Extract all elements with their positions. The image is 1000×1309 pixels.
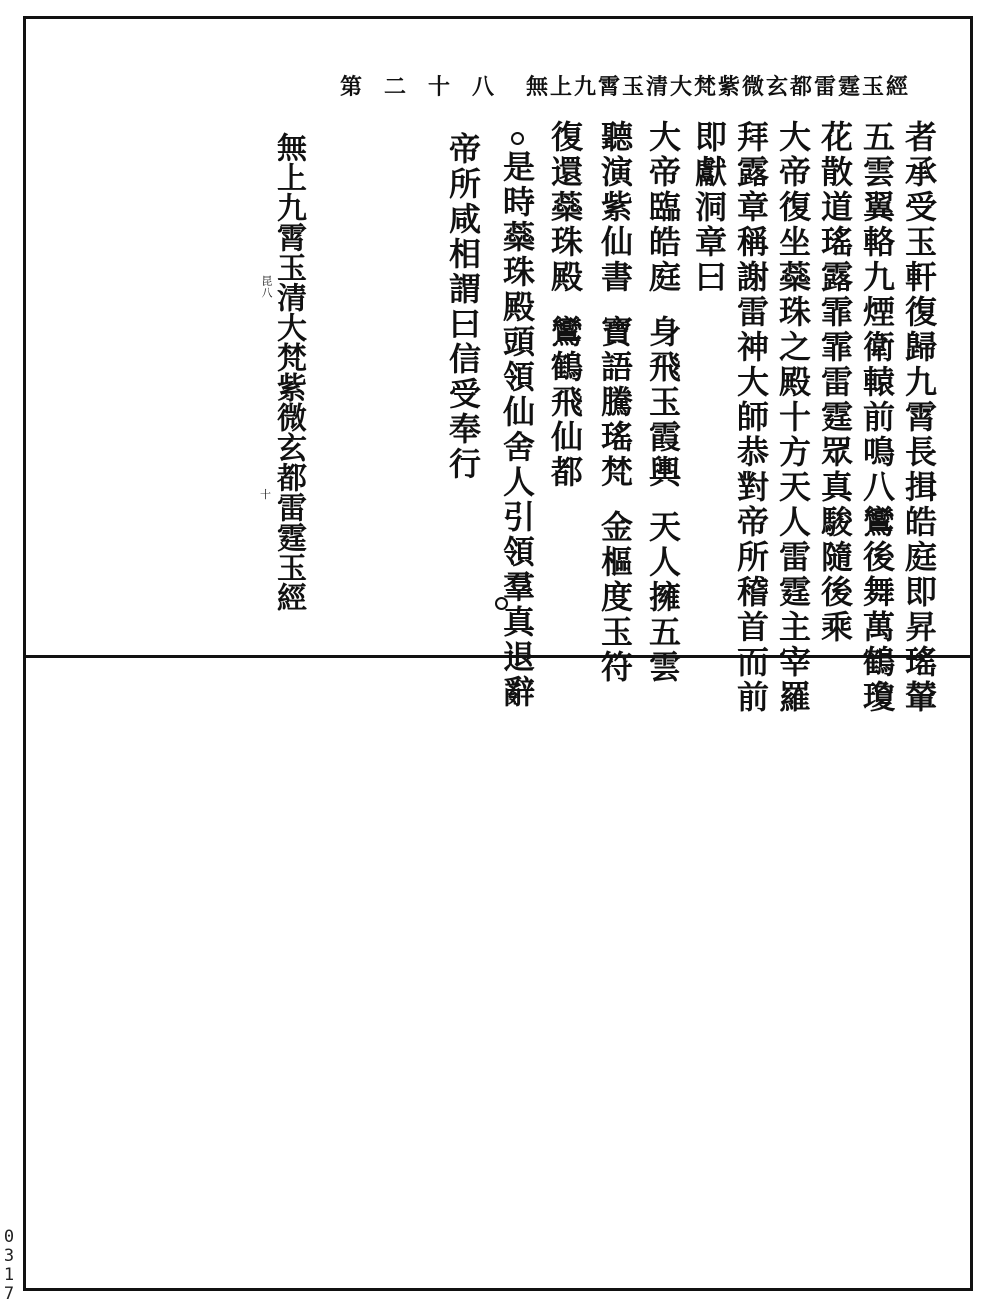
text-column-2: 五雲翼輅九煙衛轅前鳴八鸞後舞萬鶴瓊 <box>858 120 896 715</box>
page-number-digit: 3 <box>3 1246 15 1266</box>
verse-column-7 <box>644 120 682 685</box>
text-column-3: 花散道瑤露霏霏雷霆眾真駿隨後乘 <box>816 120 854 645</box>
volume-mark: 昆八 <box>260 275 273 299</box>
page-number-digit: 0 <box>3 1227 15 1247</box>
punctuation-circle <box>511 132 524 145</box>
verse-line: 大帝臨皓庭 <box>644 120 682 295</box>
closing-title-column: 無上九霄玉清大梵紫微玄都雷霆玉經 <box>271 132 306 612</box>
text-column-10: 是時蘂珠殿頭領仙舍人引領羣真退辭 <box>498 150 536 710</box>
verse-line: 金樞度玉符 <box>596 510 634 685</box>
page-number <box>2 1228 16 1304</box>
volume-sub-mark: 十 <box>260 488 271 501</box>
verse-line: 天人擁五雲 <box>644 510 682 685</box>
verse-line: 復還蘂珠殿 <box>546 120 584 295</box>
header-title: 無上九霄玉清大梵紫微玄都雷霆玉經 <box>525 74 910 100</box>
header-page-label: 第二十八 <box>340 74 517 100</box>
verse-column-8 <box>596 120 634 685</box>
text-column-5: 拜露章稱謝雷神大師恭對帝所稽首而前 <box>732 120 770 715</box>
page-number-digit: 7 <box>3 1284 15 1304</box>
text-column-1: 者承受玉軒復歸九霄長揖皓庭即昇瑤輦 <box>900 120 938 715</box>
punctuation-circle <box>495 597 508 610</box>
text-column-4: 大帝復坐蘂珠之殿十方天人雷霆主宰羅 <box>774 120 812 715</box>
verse-line: 寶語騰瑤梵 <box>596 315 634 490</box>
verse-line: 身飛玉霞輿 <box>644 315 682 490</box>
verse-column-9 <box>546 120 584 490</box>
running-header <box>340 70 910 101</box>
text-column-11: 帝所咸相謂曰信受奉行 <box>444 132 482 482</box>
verse-line: 鸞鶴飛仙都 <box>546 315 584 490</box>
verse-line: 聽演紫仙書 <box>596 120 634 295</box>
page-number-digit: 1 <box>3 1265 15 1285</box>
text-column-6: 即獻洞章曰 <box>690 120 728 295</box>
